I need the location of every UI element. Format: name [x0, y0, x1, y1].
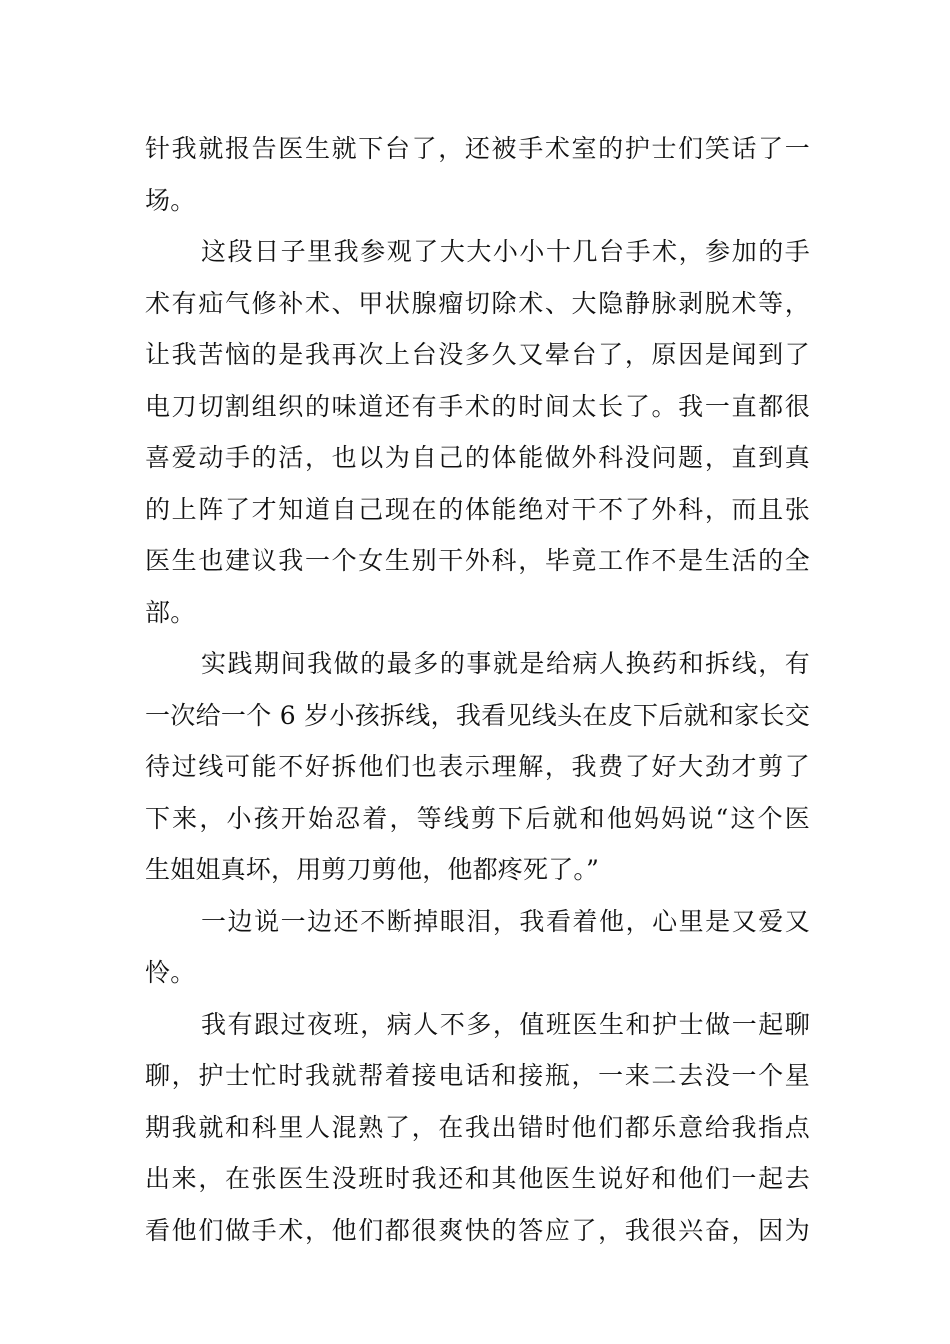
- text-line: 期我就和科里人混熟了，在我出错时他们都乐意给我指点: [145, 1112, 810, 1142]
- text-line: 医生也建议我一个女生别干外科，毕竟工作不是生活的全: [145, 546, 810, 575]
- text-line: 针我就报告医生就下台了，还被手术室的护士们笑话了一: [145, 134, 810, 163]
- text-line: 看他们做手术，他们都很爽快的答应了，我很兴奋，因为: [145, 1215, 810, 1245]
- text-line: 待过线可能不好拆他们也表示理解，我费了好大劲才剪了: [145, 752, 810, 781]
- text-line: 怜。: [145, 958, 196, 987]
- text-line: 我有跟过夜班，病人不多，值班医生和护士做一起聊: [201, 1009, 810, 1039]
- text-line: 出来，在张医生没班时我还和其他医生说好和他们一起去: [145, 1164, 810, 1193]
- text-line: 术有疝气修补术、甲状腺瘤切除术、大隐静脉剥脱术等，: [145, 288, 810, 318]
- text-line: 一边说一边还不断掉眼泪，我看着他，心里是又爱又: [201, 906, 810, 936]
- text-line: 一次给一个 6 岁小孩拆线，我看见线头在皮下后就和家长交: [145, 700, 810, 730]
- text-line: 下来，小孩开始忍着，等线剪下后就和他妈妈说“这个医: [145, 803, 810, 833]
- text-line: 让我苦恼的是我再次上台没多久又晕台了，原因是闻到了: [145, 340, 810, 369]
- text-line: 喜爱动手的活，也以为自己的体能做外科没问题，直到真: [145, 443, 810, 472]
- text-line: 场。: [145, 185, 196, 215]
- text-line: 实践期间我做的最多的事就是给病人换药和拆线，有: [201, 649, 810, 678]
- text-line: 生姐姐真坏，用剪刀剪他，他都疼死了。”: [145, 855, 600, 884]
- text-line: 这段日子里我参观了大大小小十几台手术，参加的手: [201, 237, 810, 266]
- text-line: 部。: [145, 597, 196, 627]
- body-text: [145, 123, 810, 1256]
- text-line: 的上阵了才知道自己现在的体能绝对干不了外科，而且张: [145, 494, 810, 524]
- text-line: 电刀切割组织的味道还有手术的时间太长了。我一直都很: [145, 391, 810, 421]
- text-line: 聊，护士忙时我就帮着接电话和接瓶，一来二去没一个星: [145, 1061, 810, 1090]
